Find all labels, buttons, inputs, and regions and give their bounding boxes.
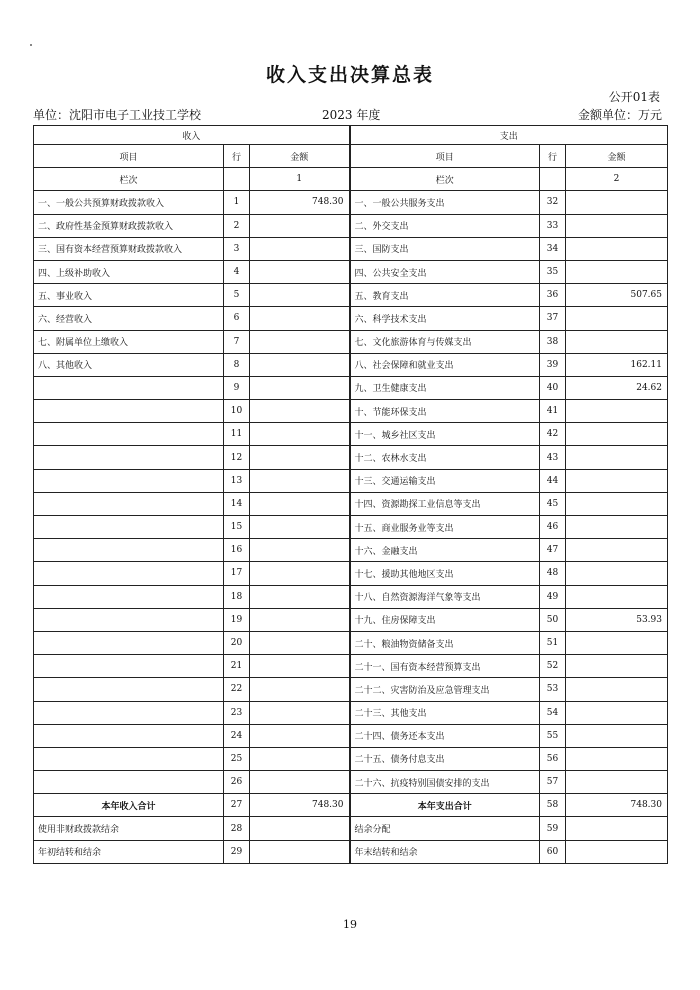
expense-line-cell: 48 bbox=[540, 562, 566, 585]
expense-line-cell: 37 bbox=[540, 307, 566, 330]
income-amount-cell bbox=[250, 840, 350, 863]
income-amount-cell bbox=[250, 608, 350, 631]
column-header-row bbox=[34, 145, 668, 168]
income-line-cell: 13 bbox=[224, 469, 250, 492]
income-item-cell bbox=[34, 492, 224, 515]
table-row bbox=[34, 678, 668, 701]
expense-item-cell: 本年支出合计 bbox=[350, 794, 540, 817]
income-line-cell: 21 bbox=[224, 655, 250, 678]
expense-line-cell: 54 bbox=[540, 701, 566, 724]
expense-item-cell: 八、社会保障和就业支出 bbox=[350, 353, 540, 376]
income-amount-cell: 748.30 bbox=[250, 191, 350, 214]
income-amount-cell bbox=[250, 701, 350, 724]
income-amount-cell bbox=[250, 237, 350, 260]
income-line-cell: 24 bbox=[224, 724, 250, 747]
expense-line-cell: 33 bbox=[540, 214, 566, 237]
income-item-cell: 四、上级补助收入 bbox=[34, 260, 224, 283]
table-row bbox=[34, 747, 668, 770]
expense-line-cell: 34 bbox=[540, 237, 566, 260]
income-line-header: 行 bbox=[224, 145, 250, 168]
income-line-cell: 9 bbox=[224, 376, 250, 399]
income-amount-header: 金额 bbox=[250, 145, 350, 168]
income-item-cell: 五、事业收入 bbox=[34, 284, 224, 307]
income-item-cell bbox=[34, 747, 224, 770]
expense-item-cell: 二十、粮油物资储备支出 bbox=[350, 631, 540, 654]
income-line-cell: 19 bbox=[224, 608, 250, 631]
expense-item-cell: 十一、城乡社区支出 bbox=[350, 423, 540, 446]
expense-amount-cell bbox=[566, 492, 668, 515]
income-amount-cell bbox=[250, 516, 350, 539]
income-item-cell bbox=[34, 631, 224, 654]
income-line-cell: 28 bbox=[224, 817, 250, 840]
income-item-cell bbox=[34, 701, 224, 724]
income-amount-cell bbox=[250, 214, 350, 237]
expense-amount-cell bbox=[566, 562, 668, 585]
table-row bbox=[34, 562, 668, 585]
expense-line-cell: 51 bbox=[540, 631, 566, 654]
income-section-header: 收入 bbox=[34, 126, 350, 145]
income-amount-cell bbox=[250, 376, 350, 399]
table-row bbox=[34, 330, 668, 353]
expense-item-cell: 五、教育支出 bbox=[350, 284, 540, 307]
expense-amount-cell bbox=[566, 214, 668, 237]
income-item-cell: 年初结转和结余 bbox=[34, 840, 224, 863]
income-line-cell: 26 bbox=[224, 771, 250, 794]
table-row bbox=[34, 446, 668, 469]
expense-item-cell: 九、卫生健康支出 bbox=[350, 376, 540, 399]
expense-line-cell: 46 bbox=[540, 516, 566, 539]
income-column-number: 1 bbox=[250, 168, 350, 191]
expense-amount-cell bbox=[566, 446, 668, 469]
expense-item-cell: 四、公共安全支出 bbox=[350, 260, 540, 283]
expense-line-cell: 43 bbox=[540, 446, 566, 469]
expense-item-cell: 十、节能环保支出 bbox=[350, 400, 540, 423]
income-amount-cell bbox=[250, 492, 350, 515]
table-row bbox=[34, 284, 668, 307]
table-row bbox=[34, 191, 668, 214]
expense-amount-cell bbox=[566, 260, 668, 283]
table-row bbox=[34, 631, 668, 654]
income-line-cell: 23 bbox=[224, 701, 250, 724]
expense-line-cell: 32 bbox=[540, 191, 566, 214]
expense-item-cell: 十六、金融支出 bbox=[350, 539, 540, 562]
expense-item-cell: 年末结转和结余 bbox=[350, 840, 540, 863]
income-amount-cell bbox=[250, 655, 350, 678]
expense-amount-cell bbox=[566, 631, 668, 654]
income-line-cell: 7 bbox=[224, 330, 250, 353]
expense-item-header: 项目 bbox=[350, 145, 540, 168]
expense-amount-cell bbox=[566, 771, 668, 794]
expense-column-number: 2 bbox=[566, 168, 668, 191]
expense-item-cell: 二十五、债务付息支出 bbox=[350, 747, 540, 770]
income-line-cell: 20 bbox=[224, 631, 250, 654]
income-amount-cell bbox=[250, 469, 350, 492]
income-amount-cell bbox=[250, 678, 350, 701]
expense-item-cell: 二十四、债务还本支出 bbox=[350, 724, 540, 747]
expense-line-index bbox=[540, 168, 566, 191]
expense-amount-cell bbox=[566, 817, 668, 840]
expense-amount-cell bbox=[566, 330, 668, 353]
expense-amount-cell: 162.11 bbox=[566, 353, 668, 376]
table-row bbox=[34, 237, 668, 260]
expense-item-cell: 十四、资源勘探工业信息等支出 bbox=[350, 492, 540, 515]
expense-amount-cell bbox=[566, 423, 668, 446]
income-amount-cell bbox=[250, 631, 350, 654]
table-row bbox=[34, 771, 668, 794]
income-amount-cell bbox=[250, 446, 350, 469]
expense-amount-cell bbox=[566, 307, 668, 330]
income-item-cell: 一、一般公共预算财政拨款收入 bbox=[34, 191, 224, 214]
expense-line-cell: 49 bbox=[540, 585, 566, 608]
income-item-cell: 六、经营收入 bbox=[34, 307, 224, 330]
corner-mark bbox=[30, 44, 32, 46]
expense-amount-cell: 53.93 bbox=[566, 608, 668, 631]
expense-line-cell: 52 bbox=[540, 655, 566, 678]
income-amount-cell bbox=[250, 400, 350, 423]
expense-amount-cell: 748.30 bbox=[566, 794, 668, 817]
income-item-cell: 本年收入合计 bbox=[34, 794, 224, 817]
income-column-label: 栏次 bbox=[34, 168, 224, 191]
income-item-cell: 三、国有资本经营预算财政拨款收入 bbox=[34, 237, 224, 260]
expense-line-cell: 41 bbox=[540, 400, 566, 423]
income-amount-cell bbox=[250, 747, 350, 770]
expense-item-cell: 二十一、国有资本经营预算支出 bbox=[350, 655, 540, 678]
expense-amount-cell bbox=[566, 191, 668, 214]
table-row bbox=[34, 539, 668, 562]
income-amount-cell bbox=[250, 330, 350, 353]
expense-item-cell: 十三、交通运输支出 bbox=[350, 469, 540, 492]
expense-item-cell: 十二、农林水支出 bbox=[350, 446, 540, 469]
income-amount-cell bbox=[250, 817, 350, 840]
income-item-cell: 二、政府性基金预算财政拨款收入 bbox=[34, 214, 224, 237]
expense-line-cell: 47 bbox=[540, 539, 566, 562]
expense-line-cell: 50 bbox=[540, 608, 566, 631]
table-row bbox=[34, 724, 668, 747]
expense-amount-cell bbox=[566, 469, 668, 492]
income-item-cell bbox=[34, 446, 224, 469]
income-amount-cell bbox=[250, 585, 350, 608]
expense-line-cell: 58 bbox=[540, 794, 566, 817]
table-row bbox=[34, 840, 668, 863]
income-line-cell: 11 bbox=[224, 423, 250, 446]
income-amount-cell bbox=[250, 771, 350, 794]
table-row bbox=[34, 400, 668, 423]
income-item-cell bbox=[34, 469, 224, 492]
income-line-cell: 16 bbox=[224, 539, 250, 562]
income-item-cell bbox=[34, 771, 224, 794]
expense-amount-cell bbox=[566, 724, 668, 747]
table-row bbox=[34, 307, 668, 330]
expense-item-cell: 十七、援助其他地区支出 bbox=[350, 562, 540, 585]
income-line-cell: 5 bbox=[224, 284, 250, 307]
expense-line-header: 行 bbox=[540, 145, 566, 168]
income-item-cell bbox=[34, 539, 224, 562]
income-line-cell: 22 bbox=[224, 678, 250, 701]
table-row bbox=[34, 655, 668, 678]
income-amount-cell bbox=[250, 260, 350, 283]
expense-item-cell: 结余分配 bbox=[350, 817, 540, 840]
table-row bbox=[34, 423, 668, 446]
income-item-cell bbox=[34, 724, 224, 747]
income-line-cell: 3 bbox=[224, 237, 250, 260]
expense-item-cell: 三、国防支出 bbox=[350, 237, 540, 260]
expense-item-cell: 六、科学技术支出 bbox=[350, 307, 540, 330]
expense-item-cell: 七、文化旅游体育与传媒支出 bbox=[350, 330, 540, 353]
income-item-cell bbox=[34, 608, 224, 631]
expense-item-cell: 二十六、抗疫特别国债安排的支出 bbox=[350, 771, 540, 794]
table-row bbox=[34, 214, 668, 237]
page-title: 收入支出决算总表 bbox=[265, 64, 434, 86]
expense-amount-cell bbox=[566, 747, 668, 770]
income-line-cell: 6 bbox=[224, 307, 250, 330]
income-amount-cell bbox=[250, 539, 350, 562]
expense-line-cell: 44 bbox=[540, 469, 566, 492]
expense-item-cell: 十五、商业服务业等支出 bbox=[350, 516, 540, 539]
expense-amount-cell bbox=[566, 701, 668, 724]
income-item-cell bbox=[34, 585, 224, 608]
income-line-cell: 2 bbox=[224, 214, 250, 237]
table-row bbox=[34, 492, 668, 515]
expense-amount-header: 金额 bbox=[566, 145, 668, 168]
expense-amount-cell: 24.62 bbox=[566, 376, 668, 399]
table-row bbox=[34, 585, 668, 608]
expense-column-label: 栏次 bbox=[350, 168, 540, 191]
expense-line-cell: 56 bbox=[540, 747, 566, 770]
expense-line-cell: 60 bbox=[540, 840, 566, 863]
expense-line-cell: 40 bbox=[540, 376, 566, 399]
table-row bbox=[34, 516, 668, 539]
income-line-cell: 8 bbox=[224, 353, 250, 376]
income-item-cell bbox=[34, 655, 224, 678]
table-row bbox=[34, 376, 668, 399]
section-header-row bbox=[34, 126, 668, 145]
expense-line-cell: 59 bbox=[540, 817, 566, 840]
expense-item-cell: 十八、自然资源海洋气象等支出 bbox=[350, 585, 540, 608]
expense-amount-cell bbox=[566, 840, 668, 863]
expense-item-cell: 二十二、灾害防治及应急管理支出 bbox=[350, 678, 540, 701]
unit-label: 单位：沈阳市电子工业技工学校 bbox=[33, 108, 202, 122]
income-item-cell bbox=[34, 376, 224, 399]
expense-amount-cell: 507.65 bbox=[566, 284, 668, 307]
income-line-cell: 10 bbox=[224, 400, 250, 423]
expense-line-cell: 57 bbox=[540, 771, 566, 794]
column-index-row bbox=[34, 168, 668, 191]
expense-line-cell: 55 bbox=[540, 724, 566, 747]
table-row bbox=[34, 469, 668, 492]
expense-item-cell: 一、一般公共服务支出 bbox=[350, 191, 540, 214]
income-item-cell bbox=[34, 423, 224, 446]
income-amount-cell bbox=[250, 284, 350, 307]
expense-section-header: 支出 bbox=[350, 126, 668, 145]
expense-amount-cell bbox=[566, 678, 668, 701]
expense-line-cell: 36 bbox=[540, 284, 566, 307]
income-line-cell: 14 bbox=[224, 492, 250, 515]
income-line-cell: 27 bbox=[224, 794, 250, 817]
expense-line-cell: 39 bbox=[540, 353, 566, 376]
income-line-cell: 18 bbox=[224, 585, 250, 608]
expense-item-cell: 二十三、其他支出 bbox=[350, 701, 540, 724]
table-row bbox=[34, 701, 668, 724]
income-line-cell: 15 bbox=[224, 516, 250, 539]
income-amount-cell: 748.30 bbox=[250, 794, 350, 817]
expense-item-cell: 二、外交支出 bbox=[350, 214, 540, 237]
form-number: 公开01表 bbox=[608, 90, 660, 104]
expense-amount-cell bbox=[566, 516, 668, 539]
year-label: 2023 年度 bbox=[322, 108, 381, 122]
expense-line-cell: 45 bbox=[540, 492, 566, 515]
expense-amount-cell bbox=[566, 539, 668, 562]
expense-line-cell: 38 bbox=[540, 330, 566, 353]
table-row bbox=[34, 260, 668, 283]
total-row bbox=[34, 794, 668, 817]
income-item-cell bbox=[34, 400, 224, 423]
expense-amount-cell bbox=[566, 237, 668, 260]
expense-amount-cell bbox=[566, 655, 668, 678]
table-row bbox=[34, 817, 668, 840]
income-item-cell: 使用非财政拨款结余 bbox=[34, 817, 224, 840]
expense-line-cell: 42 bbox=[540, 423, 566, 446]
income-item-header: 项目 bbox=[34, 145, 224, 168]
income-amount-cell bbox=[250, 724, 350, 747]
income-line-cell: 1 bbox=[224, 191, 250, 214]
income-amount-cell bbox=[250, 562, 350, 585]
page-number: 19 bbox=[343, 918, 357, 931]
expense-amount-cell bbox=[566, 400, 668, 423]
table-row bbox=[34, 608, 668, 631]
expense-item-cell: 十九、住房保障支出 bbox=[350, 608, 540, 631]
expense-amount-cell bbox=[566, 585, 668, 608]
income-line-cell: 29 bbox=[224, 840, 250, 863]
income-line-cell: 25 bbox=[224, 747, 250, 770]
money-unit-label: 金额单位：万元 bbox=[577, 108, 662, 122]
income-line-cell: 4 bbox=[224, 260, 250, 283]
income-item-cell: 八、其他收入 bbox=[34, 353, 224, 376]
income-amount-cell bbox=[250, 423, 350, 446]
expense-line-cell: 35 bbox=[540, 260, 566, 283]
expense-line-cell: 53 bbox=[540, 678, 566, 701]
income-amount-cell bbox=[250, 353, 350, 376]
income-amount-cell bbox=[250, 307, 350, 330]
income-line-index bbox=[224, 168, 250, 191]
income-item-cell bbox=[34, 516, 224, 539]
income-item-cell: 七、附属单位上缴收入 bbox=[34, 330, 224, 353]
income-item-cell bbox=[34, 678, 224, 701]
income-line-cell: 17 bbox=[224, 562, 250, 585]
table-row bbox=[34, 353, 668, 376]
income-item-cell bbox=[34, 562, 224, 585]
income-line-cell: 12 bbox=[224, 446, 250, 469]
summary-table bbox=[33, 125, 668, 864]
